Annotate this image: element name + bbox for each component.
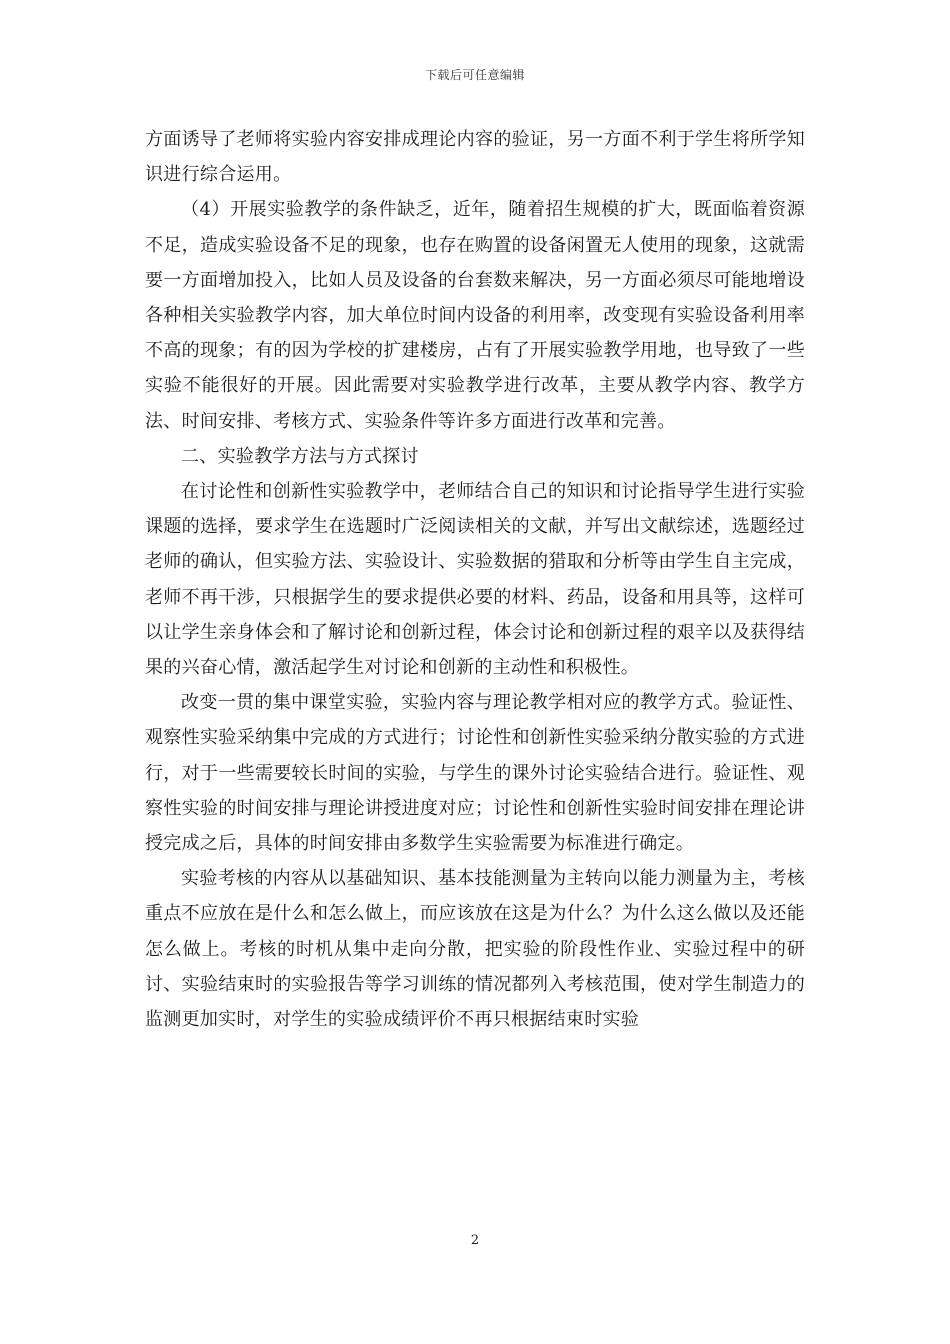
page-number: 2 bbox=[470, 1233, 480, 1248]
paragraph-research-teaching: 在讨论性和创新性实验教学中，老师结合自己的知识和讨论指导学生进行实验课题的选择，要求学生在选题时广泛阅读相关的文献，并写出文献综述，选题经过老师的确认，但实验方法、实验设计、实验数据的猎取和分析等由学生自主完成，老师不再干涉，只根据学生的要求提供必要的材料、药品，设备和用具等，这样可以让学生亲身体会和了解讨论和创新过程，体会讨论和创新过程的艰辛以及获得结果的兴奋心情，激活起学生对讨论和创新的主动性和积极性。 bbox=[145, 481, 805, 679]
paragraph-continuation: 方面诱导了老师将实验内容安排成理论内容的验证，另一方面不利于学生将所学知识进行综合运用。 bbox=[145, 129, 805, 186]
paragraph-conditions: （4）开展实验教学的条件缺乏，近年，随着招生规模的扩大，既面临着资源不足，造成实验设备不足的现象，也存在购置的设备闲置无人使用的现象，这就需要一方面增加投入，比如人员及设备的台套数来解决，另一方面必须尽可能地增设各种相关实验教学内容，加大单位时间内设备的利用率，改变现有实验设备利用率不高的现象；有的因为学校的扩建楼房，占有了开展实验教学用地，也导致了一些实验不能很好的开展。因此需要对实验教学进行改革，主要从教学内容、教学方法、时间安排、考核方式、实验条件等许多方面进行改革和完善。 bbox=[145, 199, 805, 432]
section-heading: 二、实验教学方法与方式探讨 bbox=[181, 445, 419, 467]
page-header: 下载后可任意编辑 bbox=[424, 68, 525, 82]
paragraph-assessment: 实验考核的内容从以基础知识、基本技能测量为主转向以能力测量为主，考核重点不应放在是什么和怎么做上，而应该放在这是为什么？为什么这么做以及还能怎么做上。考核的时机从集中走向分散，把实验的阶段性作业、实验过程中的研讨、实验结束时的实验报告等学习训练的情况都列入考核范围，使对学生制造力的监测更加实时，对学生的实验成绩评价不再只根据结束时实验 bbox=[145, 868, 805, 1031]
paragraph-teaching-mode: 改变一贯的集中课堂实验，实验内容与理论教学相对应的教学方式。验证性、观察性实验采纳集中完成的方式进行；讨论性和创新性实验采纳分散实验的方式进行，对于一些需要较长时间的实验，与学生的课外讨论实验结合进行。验证性、观察性实验的时间安排与理论讲授进度对应；讨论性和创新性实验时间安排在理论讲授完成之后，具体的时间安排由多数学生实验需要为标准进行确定。 bbox=[145, 692, 805, 855]
document-body bbox=[145, 122, 805, 1037]
